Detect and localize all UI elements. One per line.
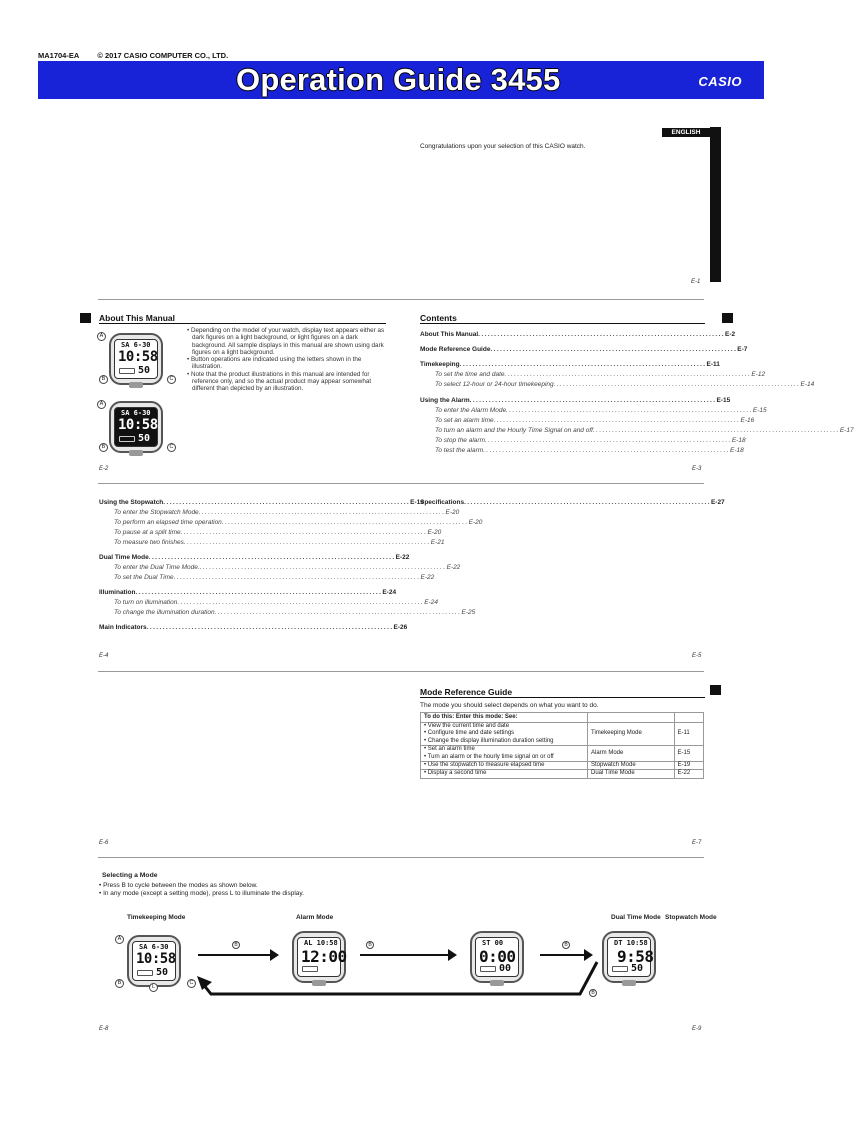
mode-label: Alarm Mode (296, 914, 334, 921)
button-a-label: A (97, 332, 106, 341)
section-marker (710, 685, 721, 695)
page-number: E-6 (99, 840, 109, 846)
toc-entry[interactable]: To set the time and date ............................................................................. E-12 (435, 371, 766, 378)
mode-ref-title: Mode Reference Guide (420, 687, 513, 697)
banner-title: Operation Guide 3455 (236, 62, 561, 97)
toc-entry[interactable]: To change the illumination duration ............................................................................. E-25 (114, 609, 476, 616)
mode-label: Timekeeping Mode (127, 914, 186, 921)
button-c-label: C (167, 375, 176, 384)
contents-list-3 (420, 499, 725, 507)
divider (98, 299, 704, 300)
language-bar (710, 127, 721, 282)
watch-illustration-dark (97, 398, 175, 456)
page-number: E-7 (692, 840, 702, 846)
alarm-watch: AL 10:58 12:00 (280, 928, 358, 986)
toc-entry[interactable]: About This Manual ............................................................................. E-2 (420, 331, 736, 338)
button-b-label: B (99, 375, 108, 384)
watch-illustration-light (97, 330, 175, 388)
document-header (38, 51, 244, 60)
section-marker (80, 313, 91, 323)
about-bullet: • Note that the product illustrations in this manual are intended for reference only, and so the actual product may appear somewhat different than depicted by an illustration. (187, 370, 372, 393)
toc-entry[interactable]: To perform an elapsed time operation ............................................................................. E-20 (114, 519, 483, 526)
mode-label: Dual Time Mode (611, 914, 661, 921)
return-arrow (195, 960, 605, 1000)
about-title: About This Manual (99, 313, 176, 323)
page-number: E-8 (99, 1026, 109, 1032)
divider (98, 671, 704, 672)
b-button-icon: B (589, 989, 597, 997)
toc-entry[interactable]: To enter the Dual Time Mode. ............................................................................. E-22 (114, 564, 461, 571)
toc-entry[interactable]: To stop the alarm ............................................................................. E-18 (435, 437, 746, 444)
b-button-icon: B (232, 941, 240, 949)
toc-entry[interactable]: To enter the Stopwatch Mode ............................................................................. E-20 (114, 509, 460, 516)
button-c-label: C (167, 443, 176, 452)
section-underline (420, 323, 705, 324)
flow-arrow (360, 954, 452, 956)
dual-time-watch: DT 10:58 9:58 50 (590, 928, 668, 986)
congratulations-text: Congratulations upon your selection of this CASIO watch. (420, 143, 586, 150)
toc-entry[interactable]: To set the Dual Time ............................................................................. E-22 (114, 574, 435, 581)
page-number: E-4 (99, 653, 109, 659)
table-row: • Set an alarm time • Turn an alarm or the hourly time signal on or off Alarm Mode E-15 (421, 746, 704, 762)
section-underline (420, 697, 705, 698)
toc-entry[interactable]: To turn on illumination ............................................................................. E-24 (114, 599, 438, 606)
page-number: E-3 (692, 466, 702, 472)
toc-entry[interactable]: Illumination ............................................................................. E-24 (99, 589, 397, 596)
toc-entry[interactable]: To measure two finishes ............................................................................. E-21 (114, 539, 445, 546)
stopwatch-watch: ST 00 0:00 00 (458, 928, 536, 986)
selecting-title: Selecting a Mode (102, 872, 158, 879)
watch-row2: 10:58 (118, 349, 158, 365)
toc-entry[interactable]: To pause at a split time ............................................................................. E-20 (114, 529, 442, 536)
b-button-icon: B (562, 941, 570, 949)
button-b-label: B (99, 443, 108, 452)
about-bullet: • Button operations are indicated using the letters shown in the illustration. (187, 356, 362, 371)
selecting-instructions: • Press B to cycle between the modes as shown below. • In any mode (except a setting mode), press L to illuminate the display. (99, 882, 304, 897)
table-row: • Display a second time Dual Time Mode E-22 (421, 770, 704, 778)
b-button-icon: B (366, 941, 374, 949)
timekeeping-watch: SA 6-30 10:58 50 A B C L (115, 932, 193, 990)
watch-row3: 50 (138, 365, 151, 376)
toc-entry[interactable]: To test the alarm ............................................................................. E-18 (435, 447, 744, 454)
watch-row1: SA 6-30 (121, 409, 151, 417)
toc-entry[interactable]: To enter the Alarm Mode ............................................................................. E-15 (435, 407, 767, 414)
language-tab: ENGLISH (662, 128, 710, 137)
toc-entry[interactable]: Main Indicators ............................................................................. E-26 (99, 624, 408, 631)
button-a-label: A (97, 400, 106, 409)
watch-row1: SA 6-30 (121, 341, 151, 349)
brand-logo: CASIO (698, 74, 742, 89)
page-number: E-2 (99, 466, 109, 472)
toc-entry[interactable]: To turn an alarm and the Hourly Time Signal on and off ............................................................................. E-17 (435, 427, 854, 434)
toc-entry[interactable]: Using the Stopwatch ............................................................................. E-19 (99, 499, 424, 506)
toc-entry[interactable]: Timekeeping ............................................................................. E-11 (420, 361, 720, 368)
toc-entry[interactable]: Specifications ............................................................................. E-27 (420, 499, 725, 506)
mode-ref-table (420, 712, 704, 779)
doc-code: MA1704-EA (38, 51, 80, 60)
watch-row3: 50 (138, 433, 151, 444)
toc-entry[interactable]: To select 12-hour or 24-hour timekeeping ............................................................................. E-14 (435, 381, 815, 388)
page-number: E-5 (692, 653, 702, 659)
about-bullets (187, 327, 385, 393)
table-row: • Use the stopwatch to measure elapsed time Stopwatch Mode E-19 (421, 762, 704, 770)
mode-ref-intro: The mode you should select depends on what you want to do. (420, 702, 599, 709)
contents-title: Contents (420, 313, 457, 323)
contents-list (420, 331, 854, 455)
page-number: E-1 (691, 279, 701, 285)
divider (98, 483, 704, 484)
table-header: To do this: Enter this mode: See: (421, 713, 588, 723)
copyright: © 2017 CASIO COMPUTER CO., LTD. (97, 51, 229, 60)
toc-entry[interactable]: Using the Alarm ............................................................................. E-15 (420, 397, 731, 404)
watch-row2: 10:58 (118, 417, 158, 433)
toc-entry[interactable]: To set an alarm time ............................................................................. E-16 (435, 417, 755, 424)
mode-label: Stopwatch Mode (665, 914, 717, 921)
toc-entry[interactable]: Mode Reference Guide ............................................................................. E-7 (420, 346, 748, 353)
flow-arrow (540, 954, 586, 956)
page-number: E-9 (692, 1026, 702, 1032)
about-bullet: • Depending on the model of your watch, display text appears either as dark figures on a light background, or light figures on a dark background. All sample displays in this manual are shown using dark figures on a light background. (187, 327, 385, 356)
flow-arrow (198, 954, 274, 956)
toc-entry[interactable]: Dual Time Mode ............................................................................. E-22 (99, 554, 410, 561)
section-underline (99, 323, 386, 324)
divider (98, 857, 704, 858)
contents-list-2 (99, 499, 483, 632)
title-banner (38, 61, 764, 99)
table-row: • View the current time and date • Configure time and date settings • Change the display illumination duration setting Timekeeping Mode E-11 (421, 723, 704, 746)
section-marker (722, 313, 733, 323)
